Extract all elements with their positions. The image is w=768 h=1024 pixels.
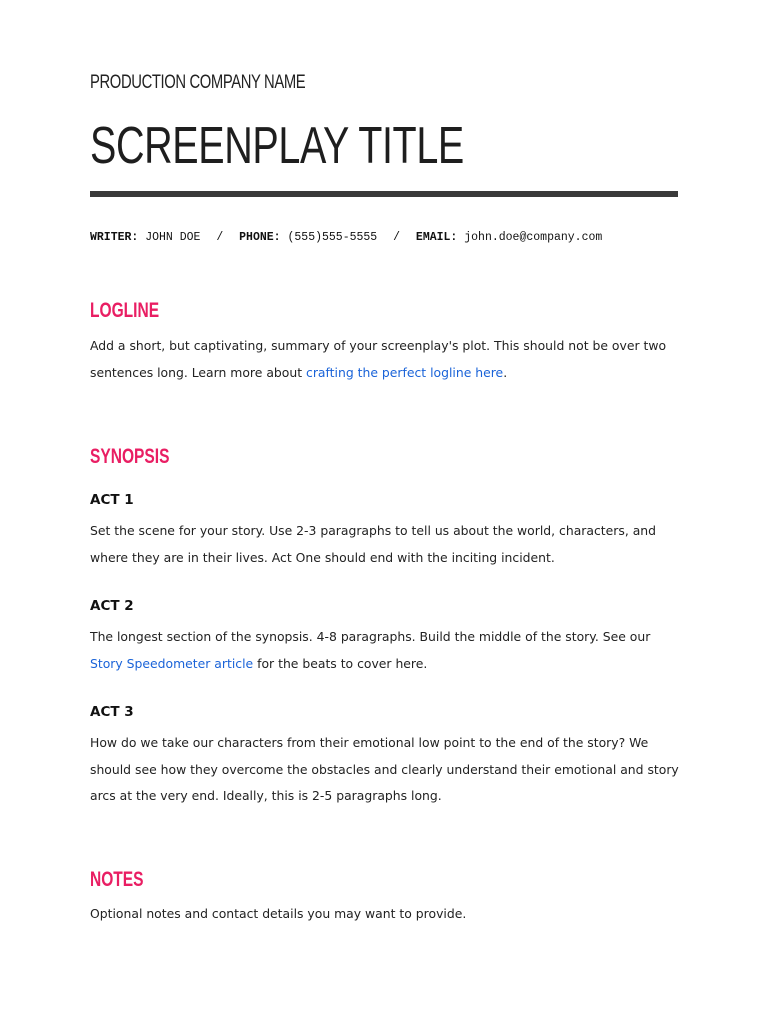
logline-text-before: Add a short, but captivating, summary of your screenplay's plot. This should not be over two sentences long. Learn more about — [90, 338, 667, 380]
contact-separator: / — [393, 231, 401, 244]
screenplay-title: SCREENPLAY TITLE — [90, 117, 464, 175]
act3-heading: ACT 3 — [90, 704, 134, 720]
contact-separator: / — [216, 231, 224, 244]
email-label: EMAIL: — [415, 231, 458, 244]
synopsis-heading: SYNOPSIS — [90, 445, 170, 468]
logline-heading: LOGLINE — [90, 299, 160, 322]
act2-text-before: The longest section of the synopsis. 4-8 paragraphs. Build the middle of the story. See our — [90, 629, 651, 644]
title-divider — [90, 191, 678, 197]
writer-label: WRITER: — [90, 231, 139, 244]
logline-link[interactable]: crafting the perfect logline here — [306, 364, 504, 380]
act1-text: Set the scene for your story. Use 2-3 paragraphs to tell us about the world, characters, and where they are in their lives. Act One should end with the inciting incident. — [90, 523, 657, 565]
act3-text: How do we take our characters from their emotional low point to the end of the story? We should see how they overcome the obstacles and clearly understand their emotional and story arcs at the very end. Ideally, this is 2-5 paragraphs long. — [90, 735, 679, 803]
email-value: john.doe@company.com — [464, 231, 603, 244]
logline-text — [90, 333, 680, 386]
notes-text: Optional notes and contact details you may want to provide. — [90, 906, 467, 921]
act1-heading: ACT 1 — [90, 492, 134, 508]
notes-heading: NOTES — [90, 868, 144, 891]
logline-text-after: . — [503, 364, 508, 380]
writer-value: JOHN DOE — [145, 231, 201, 244]
phone-label: PHONE: — [239, 231, 281, 244]
contact-line — [90, 231, 602, 244]
production-company-name: PRODUCTION COMPANY NAME — [90, 72, 306, 93]
act2-text — [90, 624, 680, 677]
phone-value: (555)555-5555 — [287, 231, 378, 244]
act2-text-after: for the beats to cover here. — [253, 655, 428, 671]
act2-link[interactable]: Story Speedometer article — [90, 655, 254, 671]
act2-heading: ACT 2 — [90, 598, 134, 614]
